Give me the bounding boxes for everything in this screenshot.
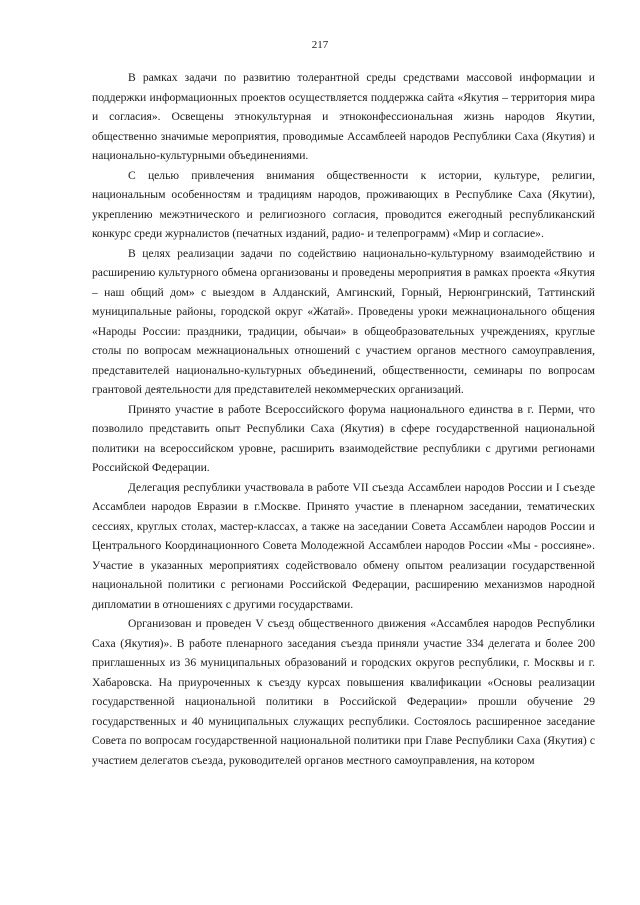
page-number: 217 xyxy=(311,39,329,51)
paragraph-national-unity-forum: Принято участие в работе Всероссийского форума национального единства в г. Перми, что позволило представить опыт Республики Саха (Якутия) в сфере государственной национальной политики на всероссийском уровне, расширить взаимодействие республики с другими регионами Российской Федерации. xyxy=(92,402,595,474)
paragraph-media-support: В рамках задачи по развитию толерантной среды средствами массовой информации и поддержки информационных проектов осуществляется поддержка сайта «Якутия – территория мира и согласия». Освещены этнокультурная и этноконфессиональная жизнь народов Якутии, общественно значимые мероприятия, проводимые Ассамблеей народов Республики Саха (Якутия) и национально-культурными объединениями. xyxy=(92,71,595,162)
paragraph-assembly-congress: Организован и проведен V съезд общественного движения «Ассамблея народов Республики Саха (Якутия)». В работе пленарного заседания съезда приняли участие 334 делегата и более 200 приглашенных из 36 муниципальных образований и городских округов республики, г. Москвы и г. Хабаровска. На приуроченных к съезду курсах повышения квалификации «Основы реализации государственной национальной политики в Российской Федерации» прошли обучение 29 государственных и 40 муниципальных служащих республики. Состоялось расширенное заседание Совета по вопросам государственной национальной политики при Главе Республики Саха (Якутия) с участием делегатов съезда, руководителей органов местного самоуправления, на котором xyxy=(92,617,595,767)
paragraph-cultural-interaction: В целях реализации задачи по содействию национально-культурному взаимодействию и расширению культурного обмена организованы и проведены мероприятия в рамках проекта «Якутия – наш общий дом» с выездом в Алданский, Амгинский, Горный, Нерюнгринский, Таттинский муниципальные районы, городской округ «Жатай». Проведены уроки межнационального общения «Народы России: праздники, традиции, обычаи» в общеобразовательных учреждениях, круглые столы по вопросам межнациональных отношений с участием органов местного самоуправления, представителей национально-культурных объединений, общественности, семинары по вопросам грантовой деятельности для представителей некоммерческих организаций. xyxy=(92,246,595,396)
document-body xyxy=(92,68,595,770)
paragraph-journalist-contest: С целью привлечения внимания общественности к истории, культуре, религии, национальным особенностям и традициям народов, проживающих в Республике Саха (Якутии), укреплению межэтнического и религиозного согласия, проводится ежегодный республиканский конкурс среди журналистов (печатных изданий, радио- и телепрограмм) «Мир и согласие». xyxy=(92,168,595,240)
paragraph-assembly-delegation: Делегация республики участвовала в работе VII съезда Ассамблеи народов России и I съезде Ассамблеи народов Евразии в г.Москве. Принято участие в пленарном заседании, тематических сессиях, круглых столах, мастер-классах, а также на заседании Совета Ассамблеи народов России и Центрального Координационного Совета Молодежной Ассамблеи народов России «Мы - россияне». Участие в указанных мероприятиях содействовало обмену опытом реализации государственной национальной политики с регионами Российской Федерации, расширению механизмов народной дипломатии в отношениях с другими государствами. xyxy=(92,480,595,611)
